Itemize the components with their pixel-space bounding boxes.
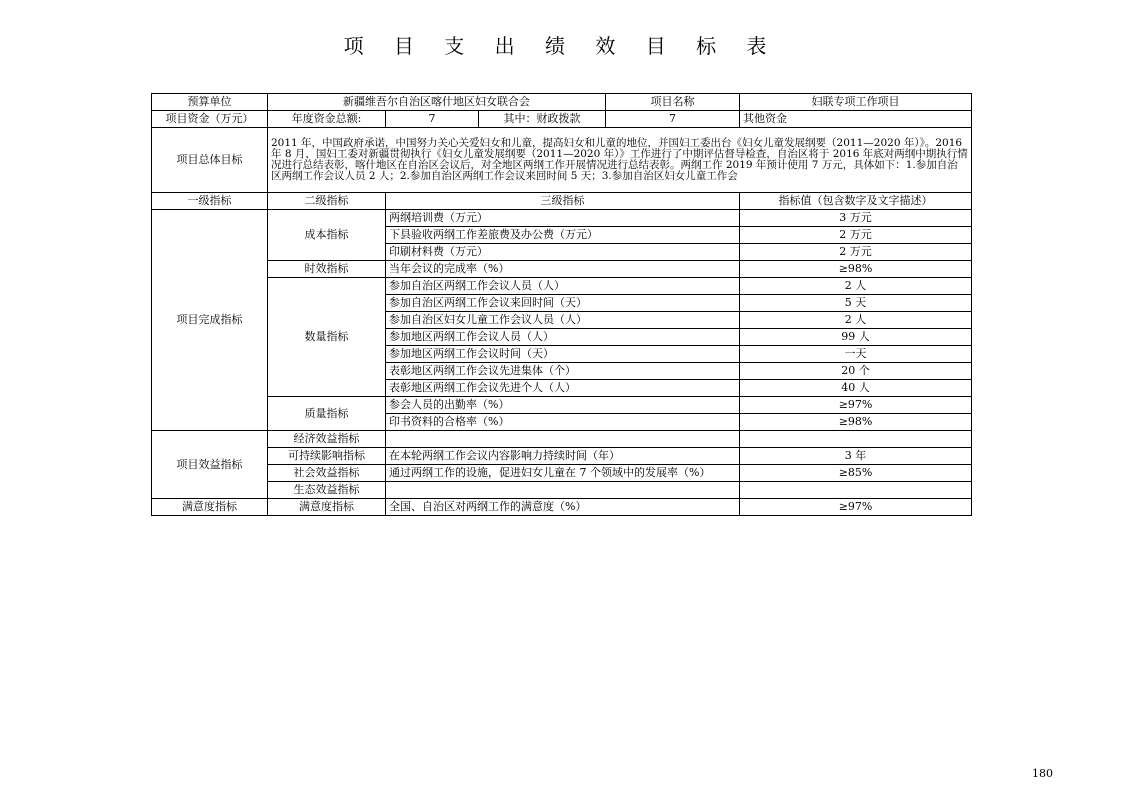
indicator-name: 参加地区两纲工作会议人员（人） (386, 329, 740, 346)
table-row (152, 397, 972, 414)
indicator-name: 参加地区两纲工作会议时间（天） (386, 346, 740, 363)
goal-label: 项目总体目标 (152, 128, 268, 193)
indicator-value: 99 人 (740, 329, 972, 346)
indicator-name: 参加自治区两纲工作会议人员（人） (386, 278, 740, 295)
total-funds-value: 7 (386, 111, 479, 128)
indicator-value: 2 人 (740, 278, 972, 295)
indicator-value: 2 万元 (740, 227, 972, 244)
indicator-value: 3 万元 (740, 210, 972, 227)
table-header-row (152, 193, 972, 210)
indicator-name: 下县验收两纲工作差旅费及办公费（万元） (386, 227, 740, 244)
indicator-value: ≥85% (740, 465, 972, 482)
table-row (152, 431, 972, 448)
table-row (152, 448, 972, 465)
fiscal-funds-value: 7 (606, 111, 740, 128)
indicator-value: 2 万元 (740, 244, 972, 261)
project-name-label: 项目名称 (606, 94, 740, 111)
table-row (152, 210, 972, 227)
indicator-value: ≥98% (740, 261, 972, 278)
completion-label: 项目完成指标 (152, 210, 268, 431)
indicator-value: 5 天 (740, 295, 972, 312)
header-value: 指标值（包含数字及文字描述） (740, 193, 972, 210)
indicator-value: ≥97% (740, 397, 972, 414)
indicator-value (740, 482, 972, 499)
indicator-name: 在本轮两纲工作会议内容影响力持续时间（年） (386, 448, 740, 465)
total-funds-label: 年度资金总额: (268, 111, 386, 128)
ecological-label: 生态效益指标 (268, 482, 386, 499)
page-title: 项 目 支 出 绩 效 目 标 表 (343, 34, 779, 58)
table-row (152, 111, 972, 128)
goal-text: 2011 年，中国政府承诺，中国努力关心关爱妇女和儿童，提高妇女和儿童的地位，并国妇工委出台《妇女儿童发展纲要（2011—2020 年）》。2016 年 8 月，国妇工委对新疆贯彻执行《妇女儿童发展纲要（2011—2020 年）》工作进行了中期评估督导检查，自治区将于 2016 年底对两纲中期执行情况进行总结表彰，喀什地区在自治区会议后，对全地区两纲工作开展情况进行总结表彰。两纲工作 2019 年预计使用 7 万元，具体如下：1.参加自治区两纲工作会议人员 2 人；2.参加自治区两纲工作会议来回时间 5 天；3.参加自治区妇女儿童工作会 (268, 128, 972, 193)
other-funds-label: 其他资金 (740, 111, 972, 128)
indicator-value: ≥98% (740, 414, 972, 431)
table-row (152, 94, 972, 111)
table-row (152, 128, 972, 193)
indicator-name: 参会人员的出勤率（%） (386, 397, 740, 414)
indicator-name: 表彰地区两纲工作会议先进个人（人） (386, 380, 740, 397)
indicator-name: 通过两纲工作的设施，促进妇女儿童在 7 个领域中的发展率（%） (386, 465, 740, 482)
time-label: 时效指标 (268, 261, 386, 278)
indicator-name: 参加自治区两纲工作会议来回时间（天） (386, 295, 740, 312)
header-level3: 三级指标 (386, 193, 740, 210)
benefit-label: 项目效益指标 (152, 431, 268, 499)
indicator-value: 一天 (740, 346, 972, 363)
indicator-name: 印书资料的合格率（%） (386, 414, 740, 431)
budget-unit-value: 新疆维吾尔自治区喀什地区妇女联合会 (268, 94, 606, 111)
indicator-name: 印刷材料费（万元） (386, 244, 740, 261)
performance-target-table (151, 93, 972, 516)
indicator-value: 3 年 (740, 448, 972, 465)
indicator-value: 40 人 (740, 380, 972, 397)
indicator-name (386, 431, 740, 448)
header-level1: 一级指标 (152, 193, 268, 210)
satisfaction-label: 满意度指标 (152, 499, 268, 516)
cost-label: 成本指标 (268, 210, 386, 261)
page-number: 180 (1032, 767, 1053, 780)
economic-label: 经济效益指标 (268, 431, 386, 448)
table-row (152, 482, 972, 499)
quantity-label: 数量指标 (268, 278, 386, 397)
indicator-name (386, 482, 740, 499)
table-row (152, 499, 972, 516)
indicator-name: 表彰地区两纲工作会议先进集体（个） (386, 363, 740, 380)
indicator-value (740, 431, 972, 448)
satisfaction-sub-label: 满意度指标 (268, 499, 386, 516)
quality-label: 质量指标 (268, 397, 386, 431)
indicator-value: 20 个 (740, 363, 972, 380)
funds-label: 项目资金（万元） (152, 111, 268, 128)
table-row (152, 465, 972, 482)
indicator-value: 2 人 (740, 312, 972, 329)
indicator-name: 全国、自治区对两纲工作的满意度（%） (386, 499, 740, 516)
indicator-name: 两纲培训费（万元） (386, 210, 740, 227)
fiscal-funds-label: 其中：财政拨款 (479, 111, 606, 128)
project-name-value: 妇联专项工作项目 (740, 94, 972, 111)
sustainable-label: 可持续影响指标 (268, 448, 386, 465)
budget-unit-label: 预算单位 (152, 94, 268, 111)
table-row (152, 261, 972, 278)
indicator-name: 参加自治区妇女儿童工作会议人员（人） (386, 312, 740, 329)
table-row (152, 278, 972, 295)
header-level2: 二级指标 (268, 193, 386, 210)
social-label: 社会效益指标 (268, 465, 386, 482)
indicator-name: 当年会议的完成率（%） (386, 261, 740, 278)
indicator-value: ≥97% (740, 499, 972, 516)
